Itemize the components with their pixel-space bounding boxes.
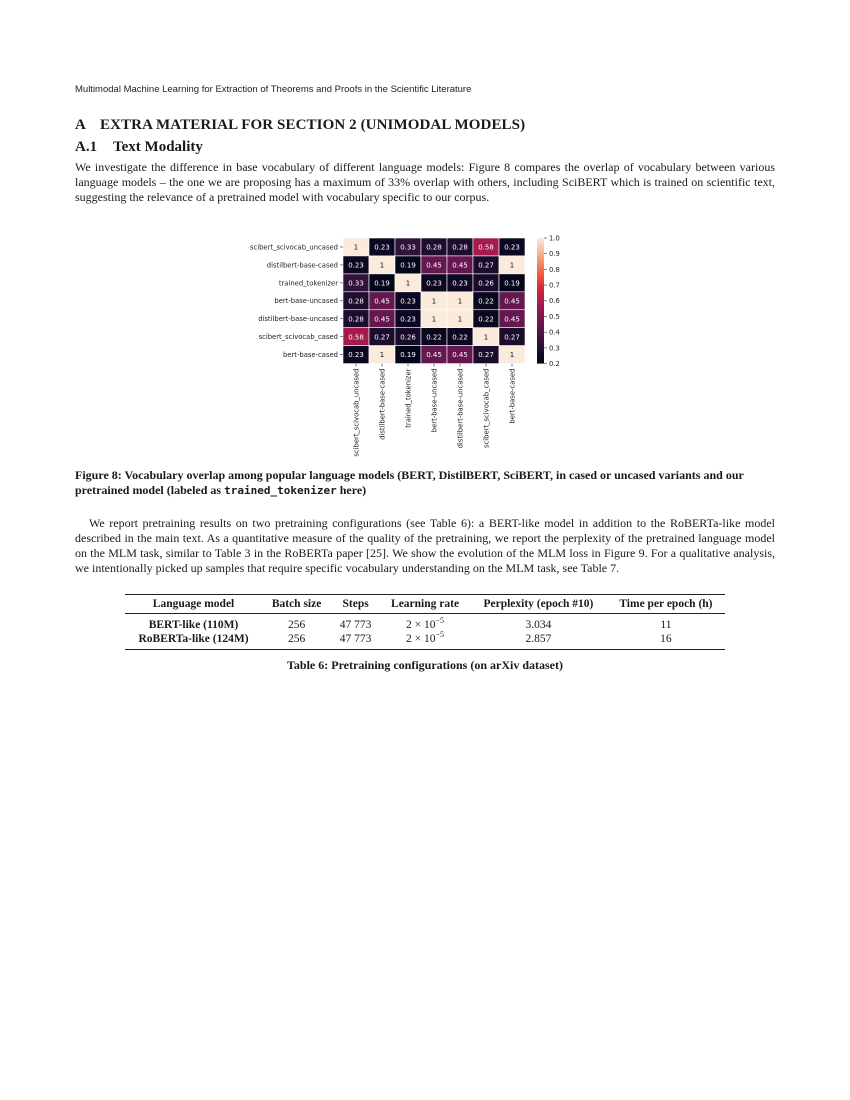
heatmap-cell-label: 1 (457, 315, 463, 324)
table-cell-batch: 256 (287, 619, 306, 631)
heatmap-cell-label: 1 (353, 243, 359, 252)
table-cell-model: RoBERTa-like (124M) (125, 632, 262, 650)
colorbar-tick-label: 0.3 (549, 344, 560, 353)
table-cell-time: 16 (607, 632, 725, 650)
colorbar-tick-label: 0.7 (549, 281, 560, 290)
heatmap-cell-label: 0.23 (374, 243, 390, 252)
heatmap-cell-label: 1 (457, 297, 463, 306)
heatmap-cell-label: 0.19 (504, 279, 520, 288)
y-tick-label: trained_tokenizer (278, 279, 338, 288)
figure-caption-suffix: here) (336, 483, 367, 497)
intro-paragraph: We investigate the difference in base vocabulary of different language models: Figure 8 compares the overlap of vocabulary between various language models – the one we are proposing has a maximum of 33% overlap with others, including SciBERT which is trained on scientific text, suggesting the relevance of a pretrained model with vocabulary specific to our corpus. (75, 160, 775, 204)
section-heading (75, 117, 525, 134)
heatmap-cell-label: 0.33 (348, 279, 364, 288)
heatmap-cell-label: 1 (509, 261, 515, 270)
heatmap-cell-label: 0.22 (478, 297, 494, 306)
heatmap-cell-label: 0.26 (478, 279, 494, 288)
colorbar-tick-label: 0.9 (549, 250, 560, 259)
subsection-number: A.1 (75, 139, 98, 155)
heatmap-cell-label: 0.22 (478, 315, 494, 324)
heatmap-cell-label: 0.45 (452, 261, 468, 270)
heatmap-cell-label: 0.23 (348, 261, 364, 270)
table-cell-batch: 256 (262, 632, 331, 650)
y-tick-label: bert-base-uncased (274, 297, 338, 306)
heatmap-cell-label: 0.23 (400, 315, 416, 324)
heatmap-cell-label: 0.45 (374, 297, 390, 306)
table-cell-perplexity: 3.034 (525, 619, 552, 631)
figure-caption (75, 468, 775, 498)
table-header: Steps (331, 595, 380, 614)
heatmap-cell-label: 1 (405, 279, 411, 288)
y-tick-label: distilbert-base-uncased (258, 315, 338, 324)
colorbar-tick-label: 0.2 (549, 359, 560, 368)
table-header: Time per epoch (h) (607, 595, 725, 614)
heatmap-cell-label: 0.23 (348, 351, 364, 360)
figure-caption-prefix: Figure 8: Vocabulary overlap among popular language models (BERT, DistilBERT, SciBERT, in cased or uncased variants and our pretrained model (labeled as (75, 468, 744, 497)
colorbar-tick-label: 0.5 (549, 312, 560, 321)
heatmap-cell-label: 0.58 (478, 243, 494, 252)
heatmap-cell-label: 0.27 (478, 351, 494, 360)
x-tick-label: distilbert-base-cased (378, 368, 387, 440)
x-tick-label: bert-base-uncased (430, 368, 439, 433)
subsection-title: Text Modality (113, 139, 203, 155)
heatmap-cell-label: 0.45 (374, 315, 390, 324)
colorbar (537, 238, 544, 364)
heatmap-cell-label: 0.45 (426, 351, 442, 360)
heatmap-cell-label: 0.19 (400, 261, 416, 270)
pretraining-paragraph: We report pretraining results on two pretraining configurations (see Table 6): a BERT-like model in addition to the RoBERTa-like model described in the main text. As a quantitative measure of the quality of the pretraining, we report the perplexity of the pretrained language model on the MLM task, similar to Table 3 in the RoBERTa paper [25]. We show the evolution of the MLM loss in Figure 9. For a qualitative analysis, we intentionally picked up samples that require specific vocabulary understanding on the MLM task, see Table 7. (75, 516, 775, 575)
table-header: Batch size (262, 595, 331, 614)
colorbar-tick-label: 1.0 (549, 234, 560, 243)
heatmap-cell-label: 0.45 (426, 261, 442, 270)
x-tick-label: scibert_scivocab_uncased (352, 368, 361, 457)
table-cell-steps: 47 773 (331, 632, 380, 650)
figure-caption-code: trained_tokenizer (224, 484, 337, 497)
heatmap-cell-label: 0.23 (426, 279, 442, 288)
heatmap-cell-label: 0.26 (400, 333, 416, 342)
heatmap-cell-label: 0.23 (400, 297, 416, 306)
pretraining-table (125, 594, 725, 650)
section-title: EXTRA MATERIAL FOR SECTION 2 (UNIMODAL MODELS) (100, 117, 526, 133)
lr-base: 2 × 10 (406, 633, 436, 645)
heatmap-cell-label: 1 (379, 351, 385, 360)
heatmap-cell-label: 0.19 (374, 279, 390, 288)
heatmap-cell-label: 1 (509, 351, 515, 360)
heatmap-cell-label: 0.27 (478, 261, 494, 270)
heatmap-cell-label: 0.23 (504, 243, 520, 252)
heatmap-cell-label: 0.28 (452, 243, 468, 252)
heatmap-cell-label: 0.28 (348, 297, 364, 306)
x-tick-label: bert-base-cased (508, 368, 517, 424)
table-header: Perplexity (epoch #10) (470, 595, 607, 614)
table-header: Language model (125, 595, 262, 614)
table-row (125, 614, 725, 633)
table-cell-perplexity: 2.857 (470, 632, 607, 650)
table-cell-model: BERT-like (110M) (148, 619, 239, 631)
y-tick-label: bert-base-cased (282, 351, 338, 360)
heatmap-cell-label: 0.33 (400, 243, 416, 252)
heatmap-cell-label: 1 (431, 315, 437, 324)
running-head: Multimodal Machine Learning for Extraction of Theorems and Proofs in the Scientific Literature (75, 84, 472, 95)
heatmap-cell-label: 0.27 (504, 333, 520, 342)
vocabulary-overlap-heatmap (230, 232, 570, 460)
y-tick-label: distilbert-base-cased (266, 261, 338, 270)
heatmap-cell-label: 0.58 (348, 333, 364, 342)
heatmap-cell-label: 0.27 (374, 333, 390, 342)
heatmap-cell-label: 0.19 (400, 351, 416, 360)
table-cell-time: 11 (660, 619, 672, 631)
x-tick-label: scibert_scivocab_cased (482, 368, 491, 449)
table-cell-learning-rate (380, 632, 470, 650)
heatmap-cell-label: 0.28 (426, 243, 442, 252)
y-tick-label: scibert_scivocab_cased (258, 333, 338, 342)
heatmap-cell-label: 1 (483, 333, 489, 342)
heatmap-cell-label: 0.45 (452, 351, 468, 360)
colorbar-tick-label: 0.8 (549, 265, 560, 274)
table-caption: Table 6: Pretraining configurations (on arXiv dataset) (287, 658, 563, 672)
heatmap-cell-label: 0.22 (426, 333, 442, 342)
lr-exponent: −5 (435, 630, 445, 639)
lr-base: 2 × 10 (406, 619, 436, 631)
heatmap-cell-label: 0.45 (504, 297, 520, 306)
lr-exponent: −5 (435, 616, 445, 625)
table-header-row (125, 595, 725, 614)
heatmap-cell-label: 1 (431, 297, 437, 306)
table-row (125, 632, 725, 650)
heatmap-cell-label: 1 (379, 261, 385, 270)
heatmap-cell-label: 0.45 (504, 315, 520, 324)
x-tick-label: trained_tokenizer (404, 368, 413, 428)
table-header: Learning rate (380, 595, 470, 614)
table-cell-learning-rate (380, 614, 470, 633)
section-number: A (75, 117, 86, 133)
table-cell-steps: 47 773 (339, 619, 372, 631)
colorbar-tick-label: 0.4 (549, 328, 560, 337)
subsection-heading (75, 139, 203, 156)
heatmap-cell-label: 0.23 (452, 279, 468, 288)
x-tick-label: distilbert-base-uncased (456, 368, 465, 449)
heatmap-cell-label: 0.28 (348, 315, 364, 324)
y-tick-label: scibert_scivocab_uncased (249, 243, 338, 252)
colorbar-tick-label: 0.6 (549, 297, 560, 306)
heatmap-cell-label: 0.22 (452, 333, 468, 342)
